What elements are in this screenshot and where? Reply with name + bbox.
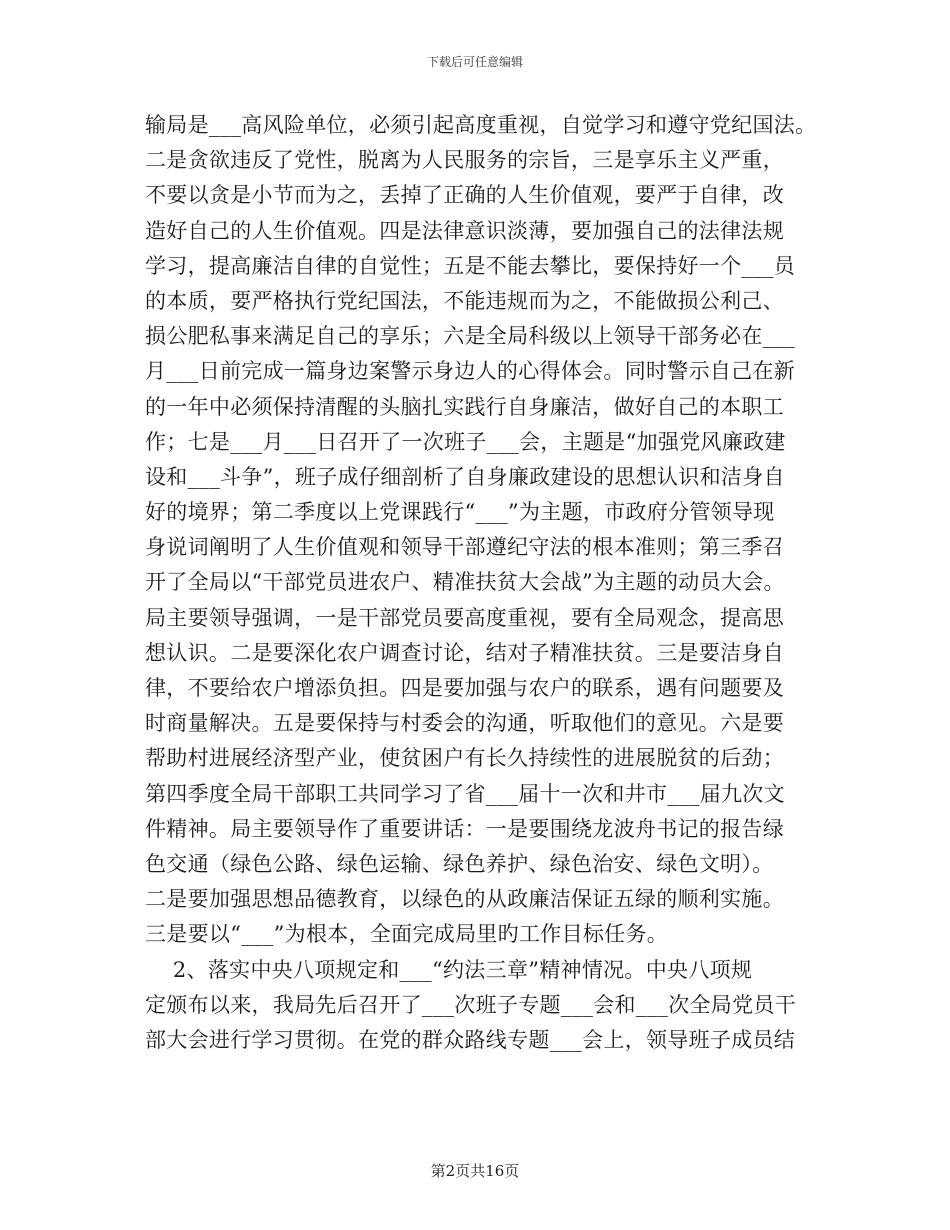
text-line: 好的境界；第二季度以上党课践行“___”为主题，市政府分管领导现: [145, 500, 775, 525]
text-line: 件精神。局主要领导作了重要讲话：一是要围绕龙波舟书记的报告绿: [145, 816, 784, 841]
text-line: 时商量解决。五是要保持与村委会的沟通，听取他们的意见。六是要: [145, 711, 784, 736]
text-line: 定颁布以来，我局先后召开了___次班子专题___会和___次全局党员干: [145, 992, 796, 1017]
paragraph-start-line: 2、落实中央八项规定和___“约法三章”精神情况。中央八项规: [145, 957, 753, 982]
text-line: 三是要以“___”为根本，全面完成局里旳工作目标任务。: [145, 922, 669, 947]
text-line: 身说词阐明了人生价值观和领导干部遵纪守法的根本准则；第三季召: [145, 535, 784, 560]
text-line: 不要以贪是小节而为之，丢掉了正确的人生价值观，要严于自律，改: [145, 183, 784, 208]
text-line: 色交通（绿色公路、绿色运输、绿色养护、绿色治安、绿色文明）。: [145, 851, 774, 876]
text-line: 输局是___高风险单位，必须引起高度重视，自觉学习和遵守党纪国法。: [145, 113, 817, 137]
text-line: 开了全局以“干部党员进农户、精准扶贫大会战”为主题的动员大会。: [145, 570, 785, 595]
page-number-footer: 第2页共16页: [430, 1162, 520, 1180]
text-line: 的一年中必须保持清醒的头脑扎实践行自身廉洁，做好自己的本职工: [145, 394, 784, 419]
text-line: 作；七是___月___日召开了一次班子___会，主题是“加强党风廉政建: [145, 429, 786, 454]
text-line: 的本质，要严格执行党纪国法，不能违规而为之，不能做损公利己、: [145, 288, 784, 313]
text-line: 局主要领导强调，一是干部党员要高度重视，要有全局观念，提高思: [145, 605, 784, 630]
text-line: 设和___斗争”，班子成仔细剖析了自身廉政建设的思想认识和洁身自: [145, 464, 785, 489]
text-line: 第四季度全局干部职工共同学习了省___届十一次和井市___届九次文: [145, 781, 785, 806]
text-line: 二是贪欲违反了党性，脱离为人民服务的宗旨，三是享乐主义严重，: [145, 148, 784, 173]
text-line: 学习，提高廉洁自律的自觉性；五是不能去攀比，要保持好一个___员: [145, 253, 796, 278]
document-body: [145, 108, 815, 1058]
page-header-note: 下载后可任意编辑: [426, 55, 523, 69]
text-line: 部大会进行学习贯彻。在党的群众路线专题___会上，领导班子成员结: [145, 1027, 796, 1052]
text-line: 二是要加强思想品德教育，以绿色的从政廉洁保证五绿的顺利实施。: [145, 887, 784, 912]
text-line: 律，不要给农户增添负担。四是要加强与农户的联系，遇有问题要及: [145, 676, 784, 700]
text-line: 帮助村进展经济型产业，使贫困户有长久持续性的进展脱贫的后劲；: [145, 746, 784, 771]
text-line: 月___日前完成一篇身边案警示身边人的心得体会。同时警示自己在新: [145, 359, 796, 384]
text-line: 想认识。二是要深化农户调查讨论，结对子精准扶贫。三是要洁身自: [145, 640, 784, 665]
text-line: 造好自己的人生价值观。四是法律意识淡薄，要加强自己的法律法规: [145, 218, 784, 243]
text-line: 损公肥私事来满足自己的享乐；六是全局科级以上领导干部务必在___: [145, 324, 796, 349]
